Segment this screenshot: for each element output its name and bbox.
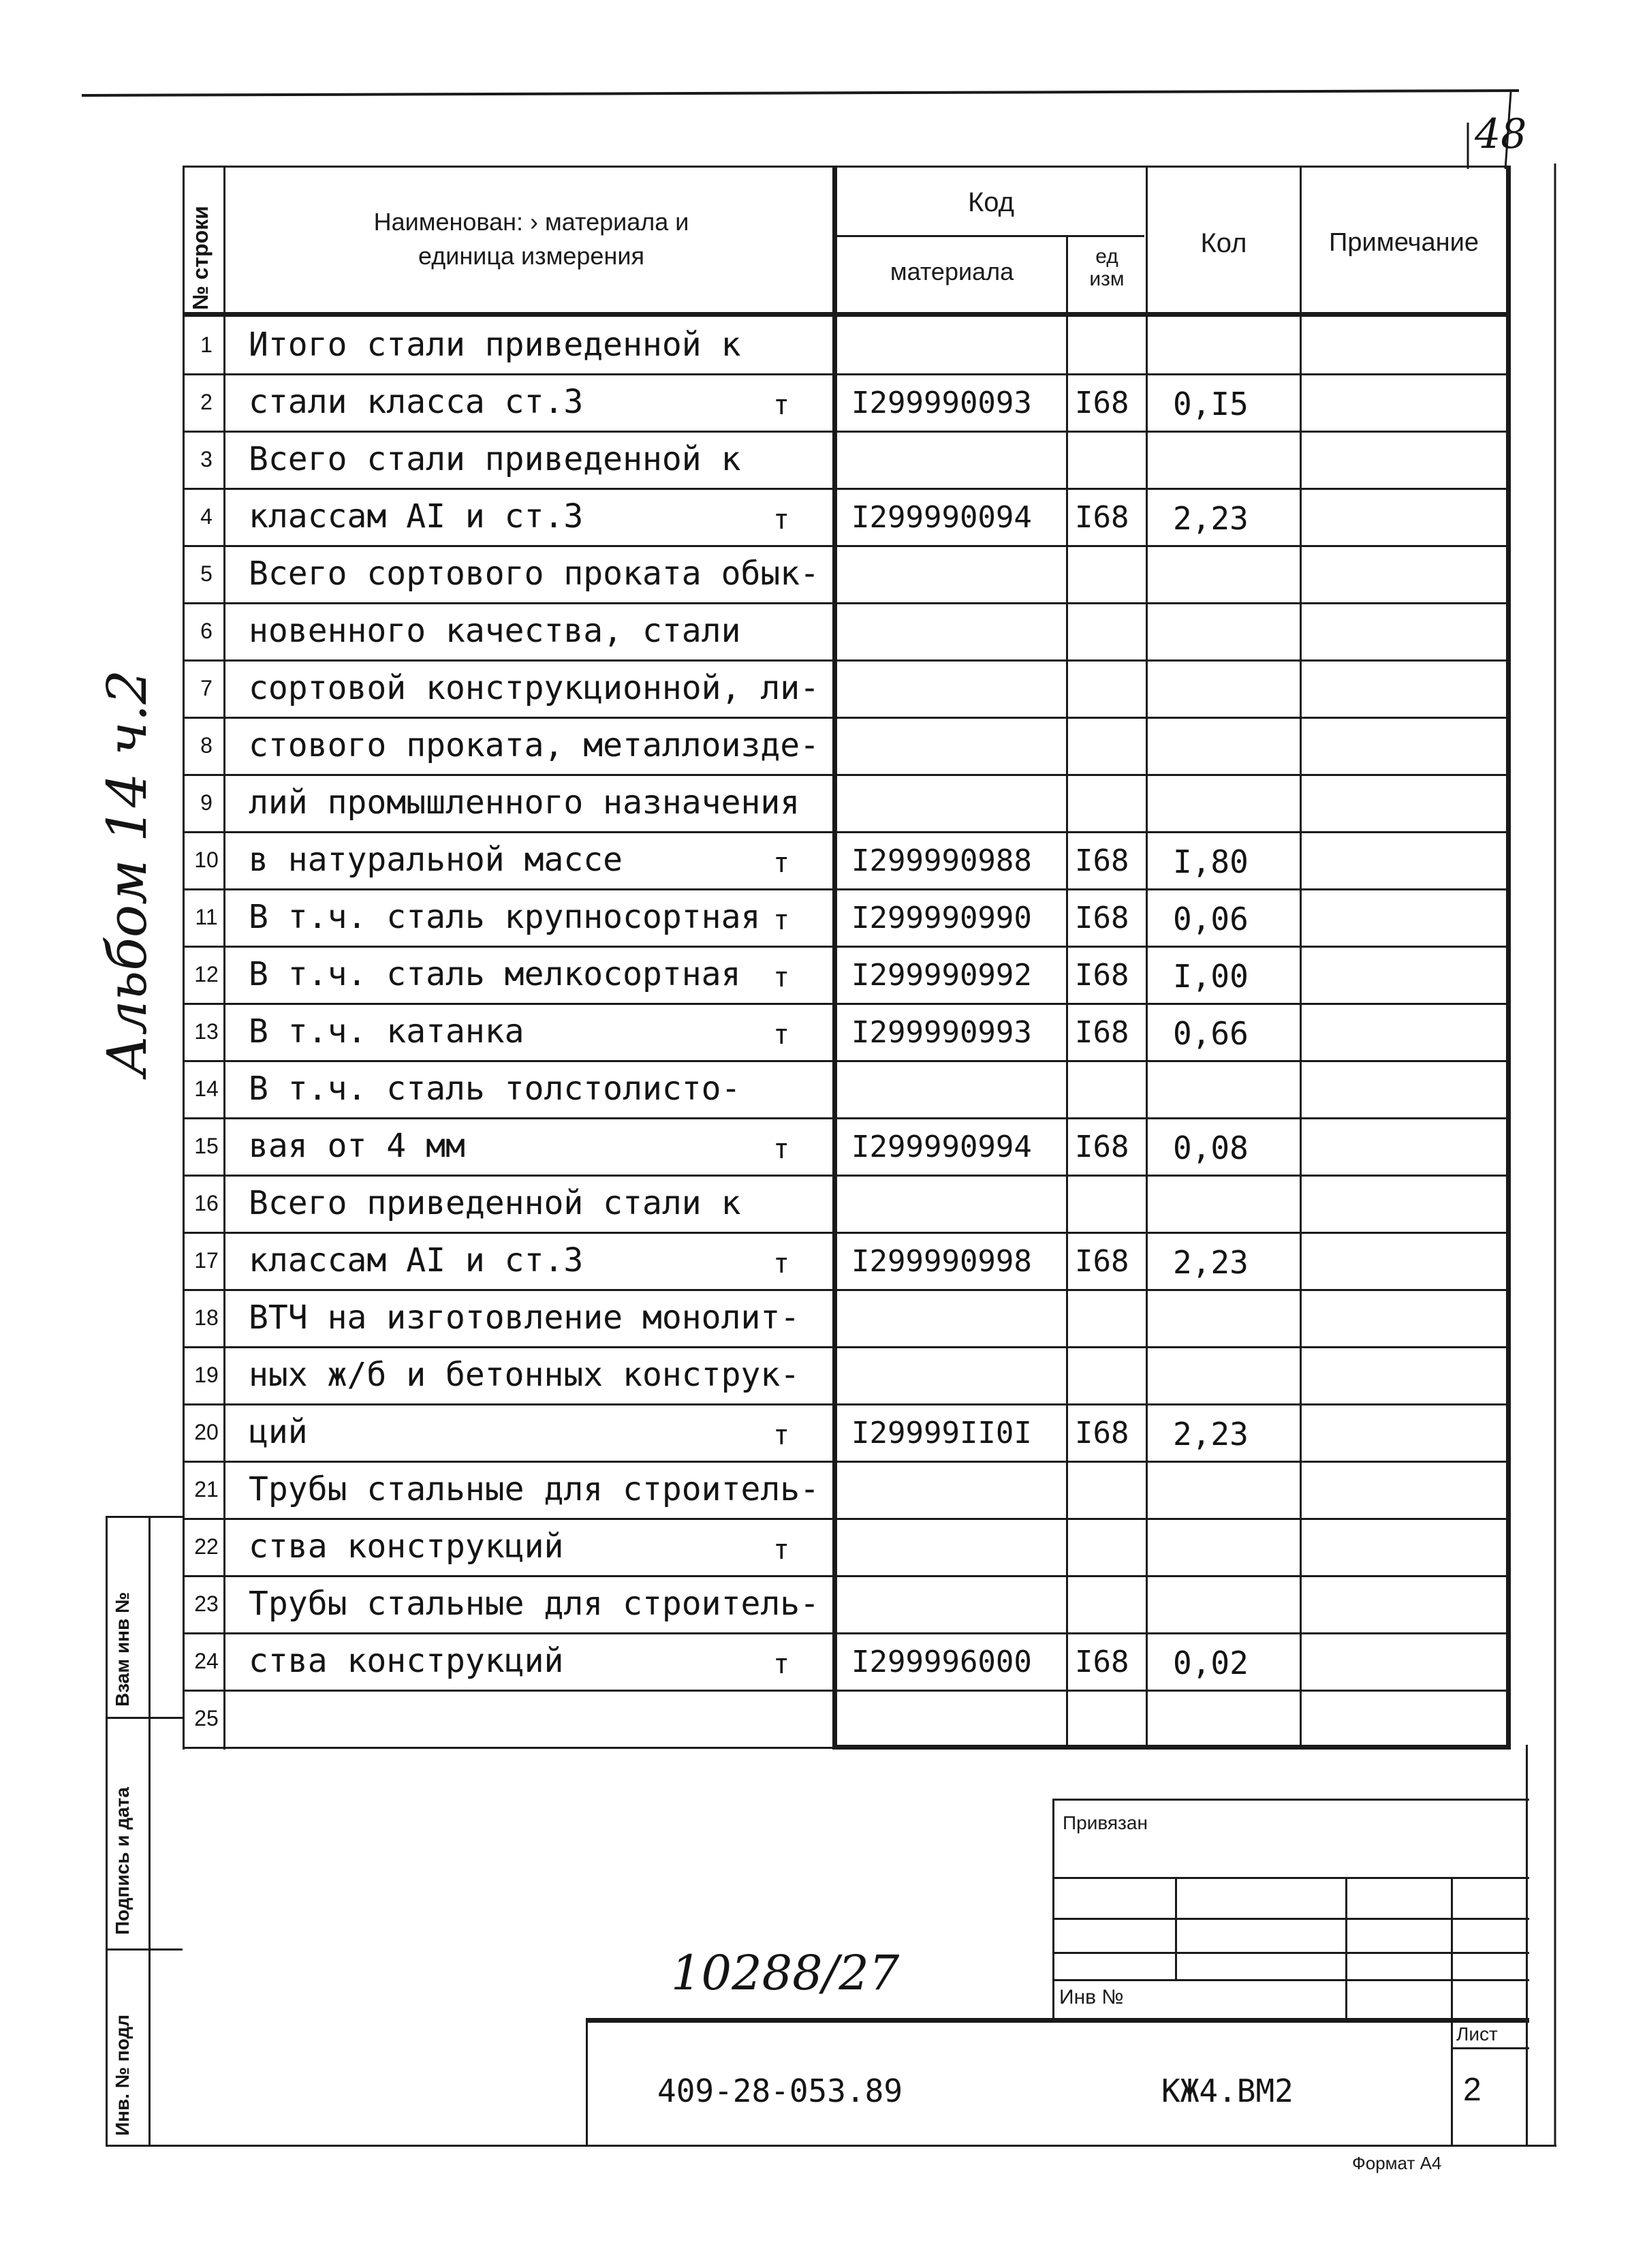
sheet-number: 2 — [1463, 2072, 1482, 2108]
row-unit: т — [773, 1248, 790, 1279]
row-material-code: I299990998 — [851, 1244, 1032, 1279]
row-number: 13 — [194, 1019, 219, 1044]
row-number: 12 — [194, 962, 219, 987]
row-name: ства конструкций — [249, 1642, 564, 1680]
row-quantity: 0,66 — [1173, 1015, 1249, 1052]
row-number: 22 — [194, 1534, 219, 1559]
header-note: Примечание — [1329, 228, 1479, 257]
row-number: 11 — [195, 905, 218, 929]
row-separator — [183, 1289, 1511, 1291]
privyazan-label: Привязан — [1063, 1812, 1148, 1833]
row-name: ных ж/б и бетонных конструк- — [249, 1356, 800, 1394]
row-name: Всего сортового проката обык- — [249, 555, 820, 593]
row-number: 10 — [194, 848, 219, 872]
row-name: вая от 4 мм — [249, 1127, 465, 1165]
header-row-number: № строки — [188, 206, 213, 310]
row-name: В т.ч. сталь мелкосортная — [249, 955, 741, 993]
row-unit: т — [773, 1019, 790, 1051]
row-material-code: I299990093 — [851, 386, 1032, 420]
row-separator — [183, 1060, 1511, 1062]
row-quantity: 0,06 — [1173, 901, 1249, 937]
row-quantity: 2,23 — [1173, 1244, 1249, 1281]
row-name: Итого стали приведенной к — [249, 326, 741, 364]
row-separator — [183, 1575, 1511, 1577]
row-name: ций — [249, 1413, 308, 1451]
header-code: Код — [967, 187, 1014, 217]
row-separator — [183, 888, 1511, 890]
stamp-podpis: Подпись и дата — [112, 1787, 133, 1935]
header-unit-line2: изм — [1089, 268, 1125, 290]
row-unit-code: I68 — [1075, 1645, 1129, 1679]
document-code: 409-28-053.89 — [657, 2072, 903, 2109]
row-material-code: I299990993 — [851, 1015, 1032, 1050]
row-name: классам AI и ст.3 — [249, 497, 584, 535]
album-margin-note: Альбом 14 ч.2 — [95, 669, 159, 1076]
row-unit-code: I68 — [1075, 1416, 1129, 1450]
row-number: 2 — [200, 390, 213, 414]
row-name: ства конструкций — [249, 1527, 564, 1566]
row-material-code: I299990994 — [851, 1130, 1032, 1164]
row-material-code: I29999II0I — [851, 1416, 1032, 1450]
row-separator — [183, 1175, 1511, 1177]
row-number: 25 — [194, 1706, 219, 1730]
row-number: 18 — [194, 1305, 219, 1330]
header-qty: Кол — [1200, 228, 1247, 258]
row-unit-code: I68 — [1075, 1130, 1129, 1164]
row-separator — [183, 1518, 1511, 1520]
row-number: 3 — [200, 447, 213, 471]
row-separator — [183, 1403, 1511, 1405]
row-number: 5 — [200, 561, 213, 586]
row-unit: т — [773, 1649, 790, 1680]
row-name: В т.ч. сталь крупносортная — [249, 898, 761, 936]
row-separator — [183, 1232, 1511, 1234]
inv-no-label: Инв № — [1059, 1986, 1124, 2008]
row-name: в натуральной массе — [249, 841, 623, 879]
row-quantity: 0,I5 — [1173, 386, 1249, 422]
row-unit: т — [773, 905, 790, 936]
row-material-code: I299990990 — [851, 901, 1032, 935]
row-number: 19 — [194, 1363, 219, 1387]
row-quantity: 0,08 — [1173, 1130, 1249, 1166]
row-material-code: I299990094 — [851, 500, 1032, 535]
row-separator — [183, 1461, 1511, 1463]
row-name: Трубы стальные для строитель- — [249, 1585, 820, 1623]
header-material: материала — [890, 258, 1014, 285]
row-name: стали класса ст.3 — [249, 383, 584, 421]
stamp-inv-podl: Инв. № подл — [112, 2014, 133, 2136]
row-unit-code: I68 — [1075, 843, 1129, 878]
row-unit: т — [773, 390, 790, 421]
row-number: 20 — [194, 1420, 219, 1444]
row-separator — [183, 1690, 1511, 1692]
row-number: 7 — [200, 676, 213, 700]
row-separator — [183, 1747, 836, 1749]
row-number: 8 — [200, 733, 213, 758]
row-unit: т — [773, 848, 790, 879]
row-unit: т — [773, 1134, 790, 1165]
row-material-code: I299996000 — [851, 1645, 1032, 1679]
row-separator — [183, 602, 1511, 604]
row-name: В т.ч. сталь толстолисто- — [249, 1070, 741, 1108]
row-quantity: 2,23 — [1173, 500, 1249, 537]
header-unit-line1: ед — [1095, 245, 1118, 268]
stamp-vzam: Взам инв № — [112, 1591, 133, 1707]
row-unit: т — [773, 1534, 790, 1566]
row-unit: т — [773, 504, 790, 535]
row-number: 1 — [200, 332, 213, 357]
page-number: 48 — [1475, 110, 1527, 158]
row-separator — [183, 659, 1511, 662]
row-name: В т.ч. катанка — [249, 1012, 524, 1051]
row-unit-code: I68 — [1075, 1015, 1129, 1050]
row-separator — [183, 831, 1511, 833]
sheet-code: КЖ4.ВМ2 — [1161, 2072, 1294, 2109]
row-unit-code: I68 — [1075, 958, 1129, 993]
row-number: 6 — [200, 619, 213, 643]
row-number: 9 — [200, 790, 213, 815]
row-material-code: I299990992 — [851, 958, 1032, 993]
row-quantity: 2,23 — [1173, 1416, 1249, 1453]
header-name-line1: Наименован: › материала и — [373, 208, 689, 236]
row-number: 14 — [194, 1076, 219, 1101]
row-name: ВТЧ на изготовление монолит- — [249, 1299, 800, 1337]
row-name: Всего стали приведенной к — [249, 440, 741, 478]
row-number: 4 — [200, 504, 213, 529]
header-name-line2: единица измерения — [418, 242, 644, 270]
row-name: Трубы стальные для строитель- — [249, 1470, 820, 1508]
row-separator — [183, 545, 1511, 547]
row-number: 24 — [194, 1649, 219, 1673]
row-unit-code: I68 — [1075, 500, 1129, 535]
row-name: стового проката, металлоизде- — [249, 726, 820, 764]
row-quantity: I,00 — [1173, 958, 1249, 995]
row-number: 15 — [194, 1134, 219, 1158]
row-material-code: I299990988 — [851, 843, 1032, 878]
row-separator — [183, 946, 1511, 948]
handwritten-number: 10288/27 — [671, 1945, 900, 2001]
row-unit: т — [773, 1420, 790, 1451]
row-quantity: 0,02 — [1173, 1645, 1249, 1681]
row-name: Всего приведенной стали к — [249, 1184, 741, 1222]
row-name: классам AI и ст.3 — [249, 1241, 584, 1279]
row-unit-code: I68 — [1075, 1244, 1129, 1279]
row-separator — [183, 1346, 1511, 1348]
row-separator — [183, 717, 1511, 719]
row-separator — [183, 1632, 1511, 1634]
row-unit: т — [773, 962, 790, 993]
row-unit-code: I68 — [1075, 386, 1129, 420]
row-name: новенного качества, стали — [249, 612, 741, 650]
row-quantity: I,80 — [1173, 843, 1249, 880]
row-separator — [183, 1117, 1511, 1119]
row-separator — [183, 774, 1511, 776]
row-number: 21 — [194, 1477, 219, 1502]
format-label: Формат А4 — [1352, 2153, 1442, 2173]
row-number: 17 — [194, 1248, 219, 1273]
row-number: 23 — [194, 1591, 219, 1616]
row-separator — [183, 431, 1511, 433]
row-separator — [183, 488, 1511, 490]
row-unit-code: I68 — [1075, 901, 1129, 935]
sheet-label: Лист — [1456, 2023, 1498, 2045]
row-number: 16 — [194, 1191, 219, 1215]
row-name: лий промышленного назначения — [249, 783, 800, 822]
row-separator — [183, 373, 1511, 375]
row-name: сортовой конструкционной, ли- — [249, 669, 820, 707]
row-separator — [183, 1003, 1511, 1005]
